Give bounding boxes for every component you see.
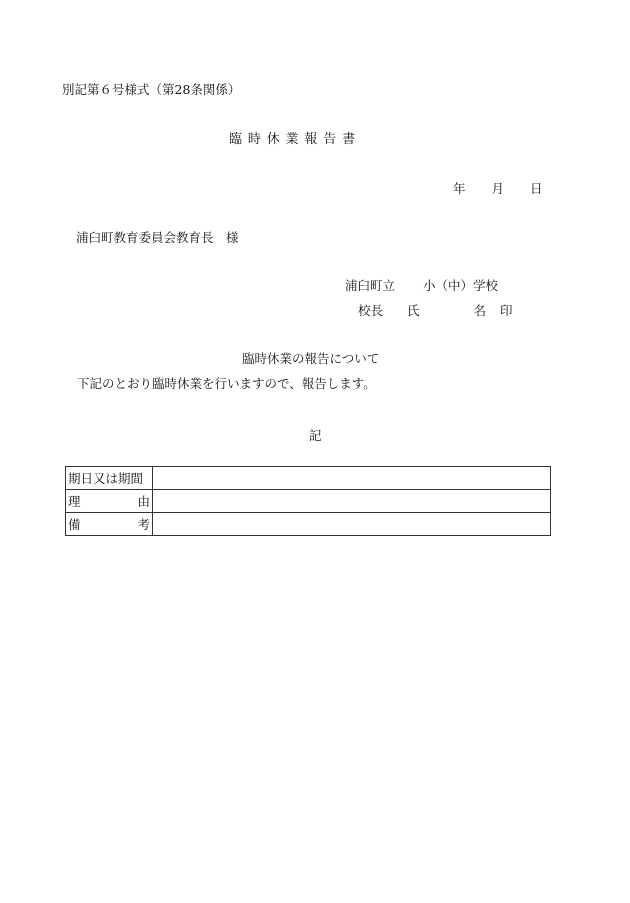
reason-label [66,490,153,513]
remarks-label-right: 考 [137,517,150,532]
ki-heading: 記 [309,428,322,443]
day-unit: 日 [530,181,543,196]
table-row [66,513,551,536]
month-unit: 月 [491,181,505,196]
table-row [66,467,551,490]
period-value[interactable] [153,467,551,490]
document-title: 臨時休業報告書 [229,132,361,147]
form-number-label: 別記第６号様式（第28条関係） [62,82,241,97]
body-text: 下記のとおり臨時休業を行いますので、報告します。 [77,376,376,391]
addressee: 浦臼町教育委員会教育長 様 [76,230,239,245]
sender-town: 浦臼町立 [345,278,396,293]
period-label: 期日又は期間 [66,467,153,490]
subject-line: 臨時休業の報告について [242,351,380,366]
principal-line [358,301,513,319]
remarks-value[interactable] [153,513,551,536]
reason-value[interactable] [153,490,551,513]
date-line [453,179,543,197]
reason-label-right: 由 [137,494,150,509]
sender-school [345,276,498,294]
sender-school-type: 小（中）学校 [423,278,499,293]
year-unit: 年 [453,181,466,196]
remarks-label [66,513,153,536]
seal-mark: 印 [500,303,513,318]
principal-mei: 名 [473,303,487,318]
report-table [65,466,551,536]
principal-shi: 氏 [407,303,420,318]
table-row [66,490,551,513]
reason-label-left: 理 [68,494,81,509]
remarks-label-left: 備 [68,517,81,532]
principal-prefix: 校長 [358,303,384,318]
